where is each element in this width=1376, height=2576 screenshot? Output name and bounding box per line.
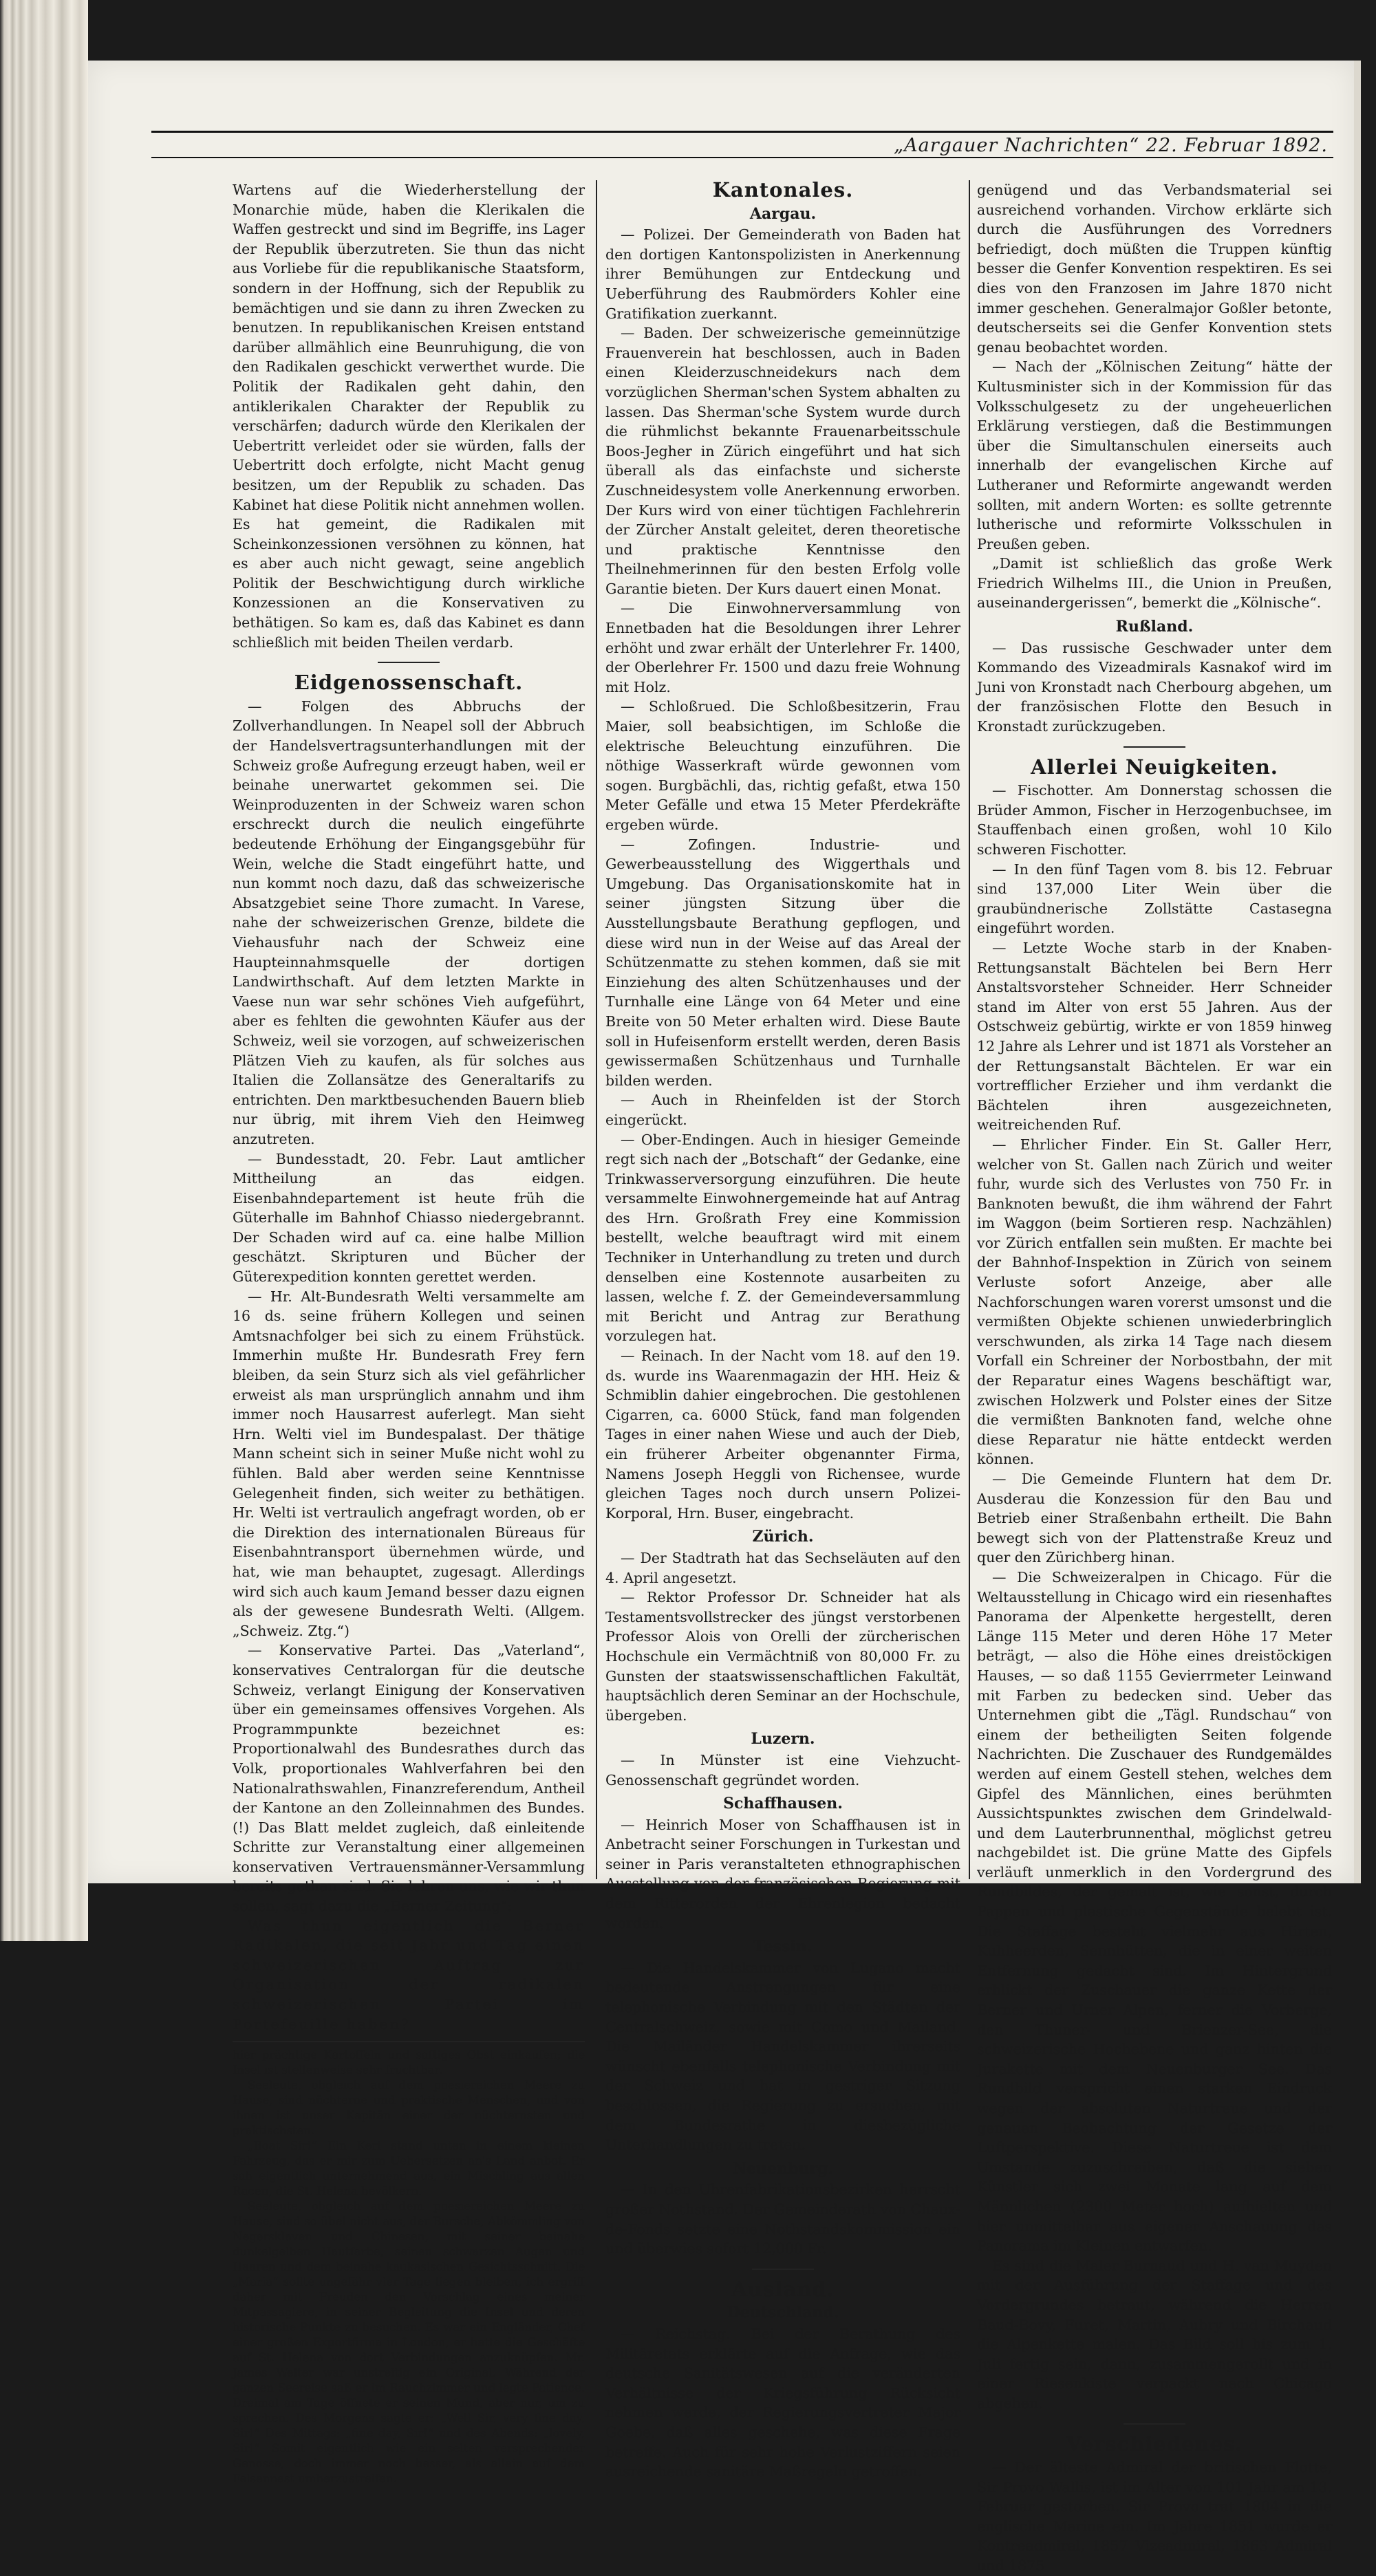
column-2 — [605, 178, 960, 2480]
separator — [378, 662, 440, 663]
separator — [752, 2269, 814, 2270]
column-divider — [596, 180, 597, 1879]
section-heading: Kantonales. — [712, 178, 854, 202]
article-text: — Reichstag. Bei der Berathung des Militäretats erklärte auf die Anfrage, wie das deutsche Sanitätswesen auf die veränderten Verhältnisse der Kriegsführung Rücksicht nehmen werde, der Regierungsvertreter Major Goebe, daß alles geschehe, was diese Frage betreffe. Auch für sehr hohe Verlustziffern seien ausreichende sanitäre Maßregeln getroffen. — [605, 2325, 960, 2480]
article-text: — Die Gemeinde Fluntern hat dem Dr. Ausderau die Konzession für den Bau und Betrieb einer Straßenbahn ertheilt. Die Bahn bewegt sich von der Plattenstraße Kreuz und quer den Zürichberg hinan. — [977, 1471, 1332, 1566]
article-text: — Nach der „Kölnischen Zeitung“ hätte der Kultusminister sich in der Kommission für das Volksschulgesetz zu der ungeheuerlichen Erklärung verstiegen, daß die Bestimmungen über die Simultanschulen einerseits auch innerhalb der evangelischen Kirche auf Lutheraner und Reformirte angewandt werden sollten, mit andern Worten: es sollte getrennte lutherische und reformirte Volksschulen in Preußen geben. — [977, 358, 1332, 552]
article-text: — Die Schweizeralpen in Chicago. Für die Weltausstellung in Chicago wird ein riesenhaftes Panorama der Alpenkette hergestellt, deren Länge 115 Meter und deren Höhe 17 Meter beträgt, — also die Höhe eines dreistöckigen Hauses, — so daß 1155 Gevierrmeter Leinwand mit Farben zu bedecken sind. Ueber das Unternehmen gibt die „Tägl. Rundschau“ von einem der betheiligten Seiten folgende Nachrichten. Die Zuschauer des Rundgemäldes werden auf einem Gestell stehen, welches dem Gipfel des Männlichen, eines berühmten Aussichtspunktes zwischen dem Grindelwald- und dem Lauterbrunnenthal, möglichst getreu nachgebildet ist. Die grüne Matte des Gipfels verläuft unmerklich in den Vordergrund des Rundbildes, der gemalt ist, wie sonst, durch Pappen und plastische Gegenstände belebt ist. Die Staffage besteht vielmehr aus Hirten, Kuhheerden, Sennhütten, die in einer weiten Entfernung gedacht sind. Im Hintergrund erblickt der Zuschauer die ganze Kette der Berner und Urner Alpen, ferner die Vorberge, den Thuner- und Brienzer-See, die schweizerische Hochebene und ganz hinten die Jurakette mit dem Neuenburger See. Das Rundbild verspricht einen starken Eindruck wegen der absoluten Naturtreue und der genauen Beobachtung der Gesetze der Luftperspektive. Diese Naturtreue ist dem Umstande zuzuschreiben, daß die sieben Künstler sich zwei Monate lang auf dem Männlichen (2300 Meter hoch) aufhielten und hier unmittelbar aus eigener Anschauung das Panorama im Kleinen entwarfen. — [977, 1568, 1332, 2255]
article-text: — Fischotter. Am Donnerstag schossen die Brüder Ammon, Fischer in Herzogenbuchsee, im Stauffenbach einen großen, wohl 10 Kilo schweren Fischotter. — [977, 782, 1332, 858]
article-text: — Rektor Professor Dr. Schneider hat als Testamentsvollstrecker des jüngst verstorbenen Professor Alois von Orelli der zürcherischen Hochschule ein Vermächtniß von 80,000 Fr. zu Gunsten der staatswissenschaftlichen Fakultät, hauptsächlich deren Seminar an der Hochschule, übergeben. — [605, 1589, 960, 1724]
article-text: — Bundesstadt, 20. Febr. Laut amtlicher Mittheilung an das eidgen. Eisenbahndepartement ist heute früh die Güterhalle im Bahnhof Chiasso niedergebrannt. Der Schaden wird auf ca. eine halbe Million geschätzt. Skripturen und Bücher der Güterexpedition konnten gerettet werden. — [233, 1150, 585, 1286]
article-text: — Ehrlicher Finder. Ein St. Galler Herr, welcher von St. Gallen nach Zürich und weiter fuhr, wurde sich des Verlustes von 750 Fr. in Banknoten bewußt, die ihm während der Fahrt im Waggon (beim Sortieren resp. Nachzählen) vor Zürich entfallen sein mußten. Er machte bei der Bahnhof-Inspektion in Zürich von seinem Verluste sofort Anzeige, aber alle Nachforschungen waren vorerst umsonst und die vermißten Objekte schienen unwiederbringlich verschwunden, als zirka 14 Tage nach diesem Vorfall ein Schreiner der Norbostbahn, der mit der Reparatur eines Wagens beschäftigt war, zwischen Holzwerk und Polster eines der Sitze die vermißten Banknoten fand, welche ohne diese Reparatur nie hätte entdeckt werden können. — [977, 1136, 1332, 1468]
article-text: — Reinach. In der Nacht vom 18. auf den 19. ds. wurde ins Waarenmagazin der HH. Heiz & Schmiblin dahier eingebrochen. Die gestohlenen Cigarren, ca. 6000 Stück, fand man folgenden Tages in einer nahen Wiese und auch der Dieb, ein früherer Arbeiter obgenannter Firma, Namens Joseph Heggli von Richensee, wurde gleichen Tages noch durch unsern Polizei-Korporal, Hrn. Buser, eingebracht. — [605, 1347, 960, 1522]
article-text: — Letzte Woche starb in der Knaben-Rettungsanstalt Bächtelen bei Bern Herr Anstaltsvorsteher Schneider. Herr Schneider stand im Alter von erst 55 Jahren. Aus der Ostschweiz gebürtig, wirkte er von 1859 hinweg 12 Jahre als Lehrer und ist 1871 als Vorsteher an der Rettungsanstalt Bächtelen. Er war ein vortrefflicher Erzieher und ihm verdankt die Bächtelen ihren ausgezeichneten, weitreichenden Ruf. — [977, 939, 1332, 1134]
masthead-rule-top — [151, 131, 1333, 133]
subsection-heading: Schaffhausen. — [723, 1795, 843, 1813]
article-text: — Ober-Endingen. Auch in hiesiger Gemeinde regt sich nach der „Botschaft“ der Gedanke, eine Trinkwasserversorgung einzuführen. Die heute versammelte Einwohnergemeinde hat auf Antrag des Hrn. Großrath Frey eine Kommission bestellt, welche beauftragt wird mit einem Techniker in Unterhandlung zu treten und durch denselben eine Kostennote ausarbeiten zu lassen, welche f. Z. der Gemeindeversammlung mit Bericht und Antrag zur Berathung vorzulegen hat. — [605, 1131, 960, 1345]
subsection-heading: Aargau. — [749, 204, 817, 223]
article-text: — Der älteste Admiral der britischen Flotte, Sir Provo Wallis, ist im Alter von 101 Jahr am 13. Februar gestorben. Sir Provo trat 1804 in die englische Marine ein. Im Jahre 1851 wurde er Kontreadmiral, 1857 Vizeadmiral, 1863 Admiral und 1875 — [977, 2459, 1332, 2575]
feuilleton-text: „Boat Sir!“ Ein Kerl stand unten in einem kleinen Fahrzeug, das er mir zum Uebersetzen an's Land anbot. Er sah eigentlich unternehmend aus, ein Mischling aus allen Racen, die St. Helena bevölkern. — [233, 2139, 585, 2198]
page-edge — [1354, 61, 1361, 1883]
masthead-rule-bottom — [151, 157, 1333, 158]
article-text: genügend und das Verbandsmaterial sei ausreichend vorhanden. Virchow erklärte sich durch die Ausführungen des Vorredners befriedigt, doch müßten die Truppen künftig besser die Genfer Konvention respektiren. Es sei dies von den Franzosen im Jahre 1870 nicht immer geschehen. Generalmajor Goßler betonte, deutscherseits sei die Genfer Konvention stets genau beobachtet worden. — [977, 182, 1332, 356]
subsection-heading: Luzern. — [751, 1730, 815, 1749]
article-text: — Das russische Geschwader unter dem Kommando des Vizeadmirals Kasnakof wird im Juni von Kronstadt nach Cherbourg abgehen, um der französischen Flotte den Besuch in Kronstadt zurückzugeben. — [977, 639, 1332, 735]
article-text: — Auch in Rheinfelden ist der Storch eingerückt. — [605, 1092, 960, 1128]
separator — [1124, 2423, 1185, 2425]
article-text: — In den Uhrenfabrikationsbezirken herrscht großer Nothstand. Der Gemeinderath von Chaux-de-Fonds setzte eine Nothstandskommission ein und überwies sofort 12,000 Fr. — [605, 2181, 960, 2258]
article-text: — Schloßrued. Die Schloßbesitzerin, Frau Maier, soll beabsichtigen, im Schloße die elektrische Beleuchtung einzuführen. Die nöthige Wasserkraft würde gewonnen vom sogen. Burgbächli, das, richtig gefaßt, etwa 150 Meter Gefälle und etwa 15 Meter Pferdekräfte ergeben würde. — [605, 698, 960, 833]
article-text: — Der Stadtrath hat das Sechseläuten auf den 4. April angesetzt. — [605, 1549, 960, 1586]
article-text: — In den fünf Tagen vom 8. bis 12. Februar sind 137,000 Liter Wein über die graubündnerische Zollstätte Castasegna eingeführt worden. — [977, 861, 1332, 937]
article-text: — Die Einwohnerversammlung von Ennetbaden hat die Besoldungen ihrer Lehrer erhöht und zwar erhält der Unterlehrer Fr. 1400, der Oberlehrer Fr. 1500 und dazu freie Wohnung mit Holz. — [605, 600, 960, 695]
article-text: — In Münster ist eine Viehzucht-Genossenschaft gegründet worden. — [605, 1751, 960, 1788]
section-heading: Eidgenossenschaft. — [294, 671, 524, 695]
column-1 — [233, 180, 585, 2486]
subsection-heading: Deutschland. — [727, 2304, 839, 2322]
article-text: Was thun eigentlich die Berner Radikalen, die seit Jahr und Tag einen schweizerischen Auftrag zur Organisation der radikalen schweizerischen Partei im Portefeuille haben? — [233, 1917, 585, 2033]
section-heading: Verschiedenes. — [1066, 2432, 1243, 2456]
section-heading: Ausland. — [731, 2277, 835, 2301]
feuilleton-rule — [233, 2041, 585, 2042]
book-binding-edge — [0, 0, 88, 1941]
article-text: — Die Handelskammer von Lugano macht bedeutende Anstrengungen für eine telephonische Verbindung mit den Städten der Centralschweiz, sowie mit Como und Mailand. Die Mailänder Handelskammer ihrerseits wünscht ebenfalls telephonische Verbindung mit der Schweiz und hat in gestriger Sitzung beschlossen, die Regierung zu ersuchen, mit dem Bundesrathe in diesbezügliche Unterhandlungen zu treten. — [605, 1959, 960, 2154]
article-text: — Folgen des Abbruchs der Zollverhandlungen. In Neapel soll der Abbruch der Handelsvertragsunterhandlungen mit der Schweiz große Aufregung erzeugt haben, weil er beinahe unerwartet gekommen sei. Die Weinproduzenten in der Schweiz waren schon erschreckt durch die neulich eingeführte bedeutende Erhöhung der Eingangsgebühr für Wein, welche die Stadt eingeführt hatte, und nun kommt noch dazu, daß das schweizerische Absatzgebiet seine Thore zumacht. In Varese, nahe der schweizerischen Grenze, bildete die Viehausfuhr nach der Schweiz eine Haupteinnahmsquelle der dortigen Landwirthschaft. Auf dem letzten Markte in Vaese nun war sehr schönes Vieh aufgeführt, aber es fehlten die gewohnten Käufer aus der Schweiz, weil sie vorzogen, auf schweizerischen Plätzen Vieh zu kaufen, als für solches aus Italien die Zollansätze des Generaltarifs zu entrichten. Den marktbesuchenden Bauern blieb nur übrig, mit ihrem Vieh den Heimweg anzutreten. — [233, 697, 585, 1147]
article-text: Wartens auf die Wiederherstellung der Monarchie müde, haben die Klerikalen die Waffen gestreckt und sind im Begriffe, ins Lager der Republik überzutreten. Sie thun das nicht aus Vorliebe für die republikanische Staatsform, sondern in der Hoffnung, sich der Republik zu bemächtigen und sie dann zu ihren Zwecken zu benutzen. In republikanischen Kreisen entstand darüber allmählich eine Beunruhigung, die von den Radikalen geschickt verwerthet wurde. Die Politik der Radikalen geht dahin, den antiklerikalen Charakter der Republik zu verschärfen; dadurch würde den Klerikalen der Uebertritt verleidet oder sie würden, falls der Uebertritt doch erfolgte, nicht Macht genug besitzen, um der Republik zu schaden. Das Kabinet hat diese Politik nicht annehmen wollen. Es hat gemeint, die Radikalen mit Scheinkonzessionen versöhnen zu können, hat es aber auch nicht gewagt, seine angeblich Politik der Beschwichtigung durch wirkliche Konzessionen an die Konservativen zu bethätigen. So kam es, daß das Kabinet es dann schließlich mit beiden Theilen verdarb. — [233, 182, 585, 651]
separator — [1124, 746, 1185, 748]
article-text: Es sind die Maler Burnaud und H. van Muyden mit der Ausführung der Staffage und des Vordergrundes betraut, während die Herren Baud-Bovy, Furet, Martin, Aubry und Birchaud die Alpenkette malen. Das Bild soll bis zum 1. Juli fertig sein, dann, zusammengerollt und in einer Riesenkiste verpackt nach Chicago abgehen. — [977, 2257, 1332, 2412]
subsection-heading: Rußland. — [1115, 618, 1194, 636]
article-text: — Baden. Der schweizerische gemeinnützige Frauenverein hat beschlossen, auch in Baden einen Kleiderzuschneidekurs nach dem vorzüglichen Sherman'schen System abhalten zu lassen. Das Sherman'sche System wurde durch die rühmlichst bekannte Frauenarbeitsschule Boos-Jegher in Zürich eingeführt und hat sich überall als das einfachste und sicherste Zuschneidesystem volle Anerkennung erworben. Der Kurs wird von einer tüchtigen Fachlehrerin der Zürcher Anstalt geleitet, deren theoretische und praktische Kenntnisse den Theilnehmerinnen für den besten Erfolg volle Garantie bieten. Der Kurs dauert einen Monat. — [605, 325, 960, 597]
feuilleton-text: Seeleute, obgleich auf dem poesiereichen Meere zu Hause, sind so übel nicht aus, der Bursche, Abkömmling von Negersklaven und Chinesen, mit seiner beinahe dunkelgelben Hautfarbe, seinen schwarzen Augen und Haaren und dem beinahe kaukasischen Gesichtsschnitt. Die „Maria“ sollte ungefähr vier Tage liegen bleiben, ich ergriff daher mit Freuden den Vorschlag eines meiner Mitpassagiere, in seiner Begleitung die Insel und deren historische Punkte zu besuchen. Es war ein Engländer, Chef einer großen Exportfirma in London, er hatte die Geschäfte auf St. Helena von dort Verbindungen anzuknüpfen. Mr. James Welter war unstreitig ein Original. Während der ganzen Seereise saß er im Rauchzimmer und legte Patience. Dreimal am Tage öffnete er seinen Mund, aber nur, um zu sprechen. Des Morgens sagte er: „Well Sir, very fine day, Sir!“ Des Mittags: „fine day, Sir!“ und des Abends: „lovely, Sir!“ Somit eigentlich wie ein selten versprechender Genosse, doch immer noch besser, als allein auf dem Felsennest umherzustreifen. — [233, 2200, 585, 2486]
feuilleton-text: hier prächtige Kartoffeln und saftiges Obst einkaufen; die Insel ist stellenweise sehr fruchtbar. — [233, 2048, 585, 2077]
section-heading: Allerlei Neuigkeiten. — [1031, 755, 1278, 779]
subsection-heading: Zürich. — [752, 1528, 814, 1546]
column-divider — [969, 180, 970, 1879]
column-3 — [977, 180, 1332, 2575]
article-text: — Zofingen. Industrie- und Gewerbeausstellung des Wiggerthals und Umgebung. Das Organisationskomite hat in seiner jüngsten Sitzung über die Ausstellungsbaute Berathung gepflogen, und diese wird nun in der Weise auf das Areal der Schützenmatte zu stehen kommen, daß sie mit Einziehung des alten Schützenhauses und der Turnhalle eine Länge von 64 Meter und eine Breite von 50 Meter erhalten wird. Diese Baute soll in Hufeisenform erstellt werden, deren Basis gewissermaßen Schützenhaus und Turnhalle bilden werden. — [605, 836, 960, 1089]
article-text: — Heinrich Moser von Schaffhausen ist in Anbetracht seiner Forschungen in Turkestan und seiner in Paris veranstalteten ethnographischen Ausstellung von der französischen Regierung mit dem Ritterorden der Ehrenlegion bedacht worden. — [605, 1816, 960, 1931]
subsection-heading: Tessin. — [753, 1938, 813, 1956]
feuilleton-text: Seeleute, obgleich auf dem poesiereichen Meere zu Hause, sind nüchterne und praktische Menschen, und von ihnen ist unser Kapitän einer der nüchternsten und praktischsten. — [233, 2079, 585, 2138]
article-text: „Damit ist schließlich das große Werk Friedrich Wilhelms III., die Union in Preußen, auseinandergerissen“, bemerkt die „Kölnische“. — [977, 555, 1332, 611]
article-text: — Hr. Alt-Bundesrath Welti versammelte am 16 ds. seine frühern Kollegen und seinen Amtsnachfolger bei sich zu einem Frühstück. Immerhin mußte Hr. Bundesrath Frey fern bleiben, da sein Sturz sich als viel gefährlicher erweist als man ursprünglich annahm und ihm immer noch Hausarrest auferlegt. Man sieht Hrn. Welti viel im Bundespalast. Der thätige Mann scheint sich in seiner Muße nicht wohl zu fühlen. Bald aber werden seine Kenntnisse Gelegenheit finden, sich weiter zu bethätigen. Hr. Welti ist vertraulich angefragt worden, ob er die Direktion des internationalen Büreaus für Eisenbahntransport übernehmen würde, und hat, wie man behauptet, zugesagt. Allerdings wird sich auch kaum Jemand besser dazu eignen als der gewesene Bundesrath Welti. (Allgem. „Schweiz. Ztg.“) — [233, 1288, 585, 1639]
article-text: — Polizei. Der Gemeinderath von Baden hat den dortigen Kantonspolizisten in Anerkennung ihrer Bemühungen zur Entdeckung und Ueberführung des Raubmörders Kohler eine Gratifikation zuerkannt. — [605, 226, 960, 322]
subsection-heading: Neuenburg. — [732, 2159, 834, 2178]
article-text: — Konservative Partei. Das „Vaterland“, konservatives Centralorgan für die deutsche Schweiz, verlangt Einigung der Konservativen über ein gemeinsames offensives Vorgehen. Als Programmpunkte bezeichnet es: Proportionalwahl des Bundesrathes durch das Volk, proportionales Wahlverfahren bei den Nationalrathswahlen, Finanzreferendum, Antheil der Kantone an den Zolleinnahmen des Bundes. (!) Das Blatt meldet zugleich, daß einleitende Schritte zur Veranstaltung einer allgemeinen konservativen Vertrauensmänner-Versammlung bereits gethan sind. Sie lehren uns, wie wir thun sollen, sagt dazu die „Berner Zeitung“: — [233, 1642, 585, 1915]
masthead: „Aargauer Nachrichten“ 22. Februar 1892. — [894, 135, 1328, 156]
